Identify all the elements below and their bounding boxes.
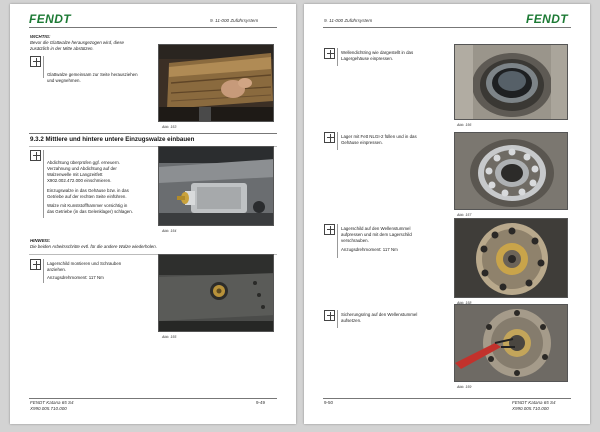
step-text-line: Abdichtung überprüfen ggf. erneuern. <box>47 160 120 165</box>
footer-code: X990.005.710.000 <box>30 406 67 411</box>
torque-spec: Anzugsdrehmoment: 117 Nm <box>341 247 398 252</box>
figure-caption: Abb. 153 <box>162 125 177 129</box>
hand-tool-icon <box>324 224 335 235</box>
step-text-line: anziehen. <box>47 267 67 272</box>
step-divider <box>337 310 338 328</box>
page-number: 9-49 <box>256 400 266 405</box>
step-text-line: aufpressen und mit dem Lagerschild <box>341 232 412 237</box>
step-text-line: Walze mit Kunststoffhammer vorsichtig in <box>47 203 128 208</box>
hand-tool-icon <box>324 48 335 59</box>
torque-spec: Anzugsdrehmoment: 117 Nm <box>47 275 104 280</box>
step-text-line: Walzenwelle mit Langzeitfett <box>47 172 103 177</box>
warning-text-line: Bevor die Glattwalze herausgezogen wird, diese <box>30 40 124 45</box>
figure-158-photo <box>454 218 568 298</box>
section-heading: 9.3.2 Mittlere und hintere untere Einzugswalze einbauen <box>30 136 195 143</box>
footer-model: FENDT Katana 65 S4 <box>30 400 74 405</box>
hand-tool-icon <box>324 310 335 321</box>
step-text-line: Lagergehäuse einpressen. <box>341 56 393 61</box>
step-text-line: Lagerschild auf den Wellenstummel <box>341 226 411 231</box>
step-divider <box>337 224 338 258</box>
step-text-line: Wellendichtring wie dargestellt in das <box>341 50 414 55</box>
hand-tool-icon <box>30 56 41 67</box>
hand-tool-icon <box>324 132 335 143</box>
figure-caption: Abb. 154 <box>162 229 177 233</box>
figure-caption: Abb. 155 <box>162 335 177 339</box>
step-divider <box>337 132 338 150</box>
fendt-logo: FENDT <box>29 12 71 26</box>
hand-tool-icon <box>30 259 41 270</box>
figure-153-photo <box>158 44 274 122</box>
step-text-line: das Getriebe (in das Gelenklager) schlagen. <box>47 209 133 214</box>
figure-caption: Abb. 156 <box>457 123 472 127</box>
figure-caption: Abb. 157 <box>457 213 472 217</box>
figure-159-photo <box>454 304 568 382</box>
step-text-line: Sicherungsring auf den Wellenstummel <box>341 312 418 317</box>
fendt-logo: FENDT <box>526 12 568 26</box>
footer-rule <box>323 398 571 399</box>
header-rule <box>323 27 571 28</box>
step-text-line: Gehäuse einpressen. <box>341 140 383 145</box>
step-text-line: Getriebe auf der rechten Seite einführen. <box>47 194 127 199</box>
figure-caption: Abb. 159 <box>457 385 472 389</box>
figure-156-photo <box>454 44 568 120</box>
page-right <box>304 4 590 424</box>
hand-tool-icon <box>30 150 41 161</box>
step-divider <box>43 259 44 283</box>
step-divider <box>43 56 44 78</box>
step-text-line: Verzahnung und Abdichtung auf der <box>47 166 117 171</box>
figure-157-photo <box>454 132 568 210</box>
step-divider <box>337 48 338 66</box>
step-text-line: Lagerschild montieren und Schrauben <box>47 261 122 266</box>
page-number: 9-50 <box>324 400 334 405</box>
page-header: 9. 11-000 Zuführsystem <box>210 18 259 23</box>
step-text-line: Einzugswalze in das Gehäuse bzw. in das <box>47 188 129 193</box>
step-text-line: aufsetzen. <box>341 318 362 323</box>
footer-rule <box>29 398 277 399</box>
step-text-line: Lager mit Fett NLGI-2 füllen und in das <box>341 134 417 139</box>
figure-155-photo <box>158 254 274 332</box>
figure-caption: Abb. 158 <box>457 301 472 305</box>
note-text: Die beiden Arbeitsschritte evtl. für die andere Walze wiederholen. <box>30 244 157 249</box>
footer-model: FENDT Katana 65 S4 <box>512 400 556 405</box>
section-rule <box>29 133 277 134</box>
figure-154-photo <box>158 146 274 226</box>
footer-code: X990.005.710.000 <box>512 406 549 411</box>
header-rule <box>29 27 277 28</box>
note-title: HINWEIS: <box>30 238 51 243</box>
step-text-line: verschrauben. <box>341 238 369 243</box>
step-text-line: Glattwalze gemeinsam zur Seite herausziehen <box>47 72 138 77</box>
warning-title: WICHTIG: <box>30 34 51 39</box>
page-header: 9. 11-000 Zuführsystem <box>324 18 373 23</box>
step-text-line: X902.002.472.000 einschmieren. <box>47 178 112 183</box>
page-left <box>10 4 296 424</box>
step-divider <box>43 150 44 218</box>
warning-text-line: zusätzlich in der Mitte abstützen. <box>30 46 94 51</box>
step-text-line: und wegnehmen. <box>47 78 81 83</box>
